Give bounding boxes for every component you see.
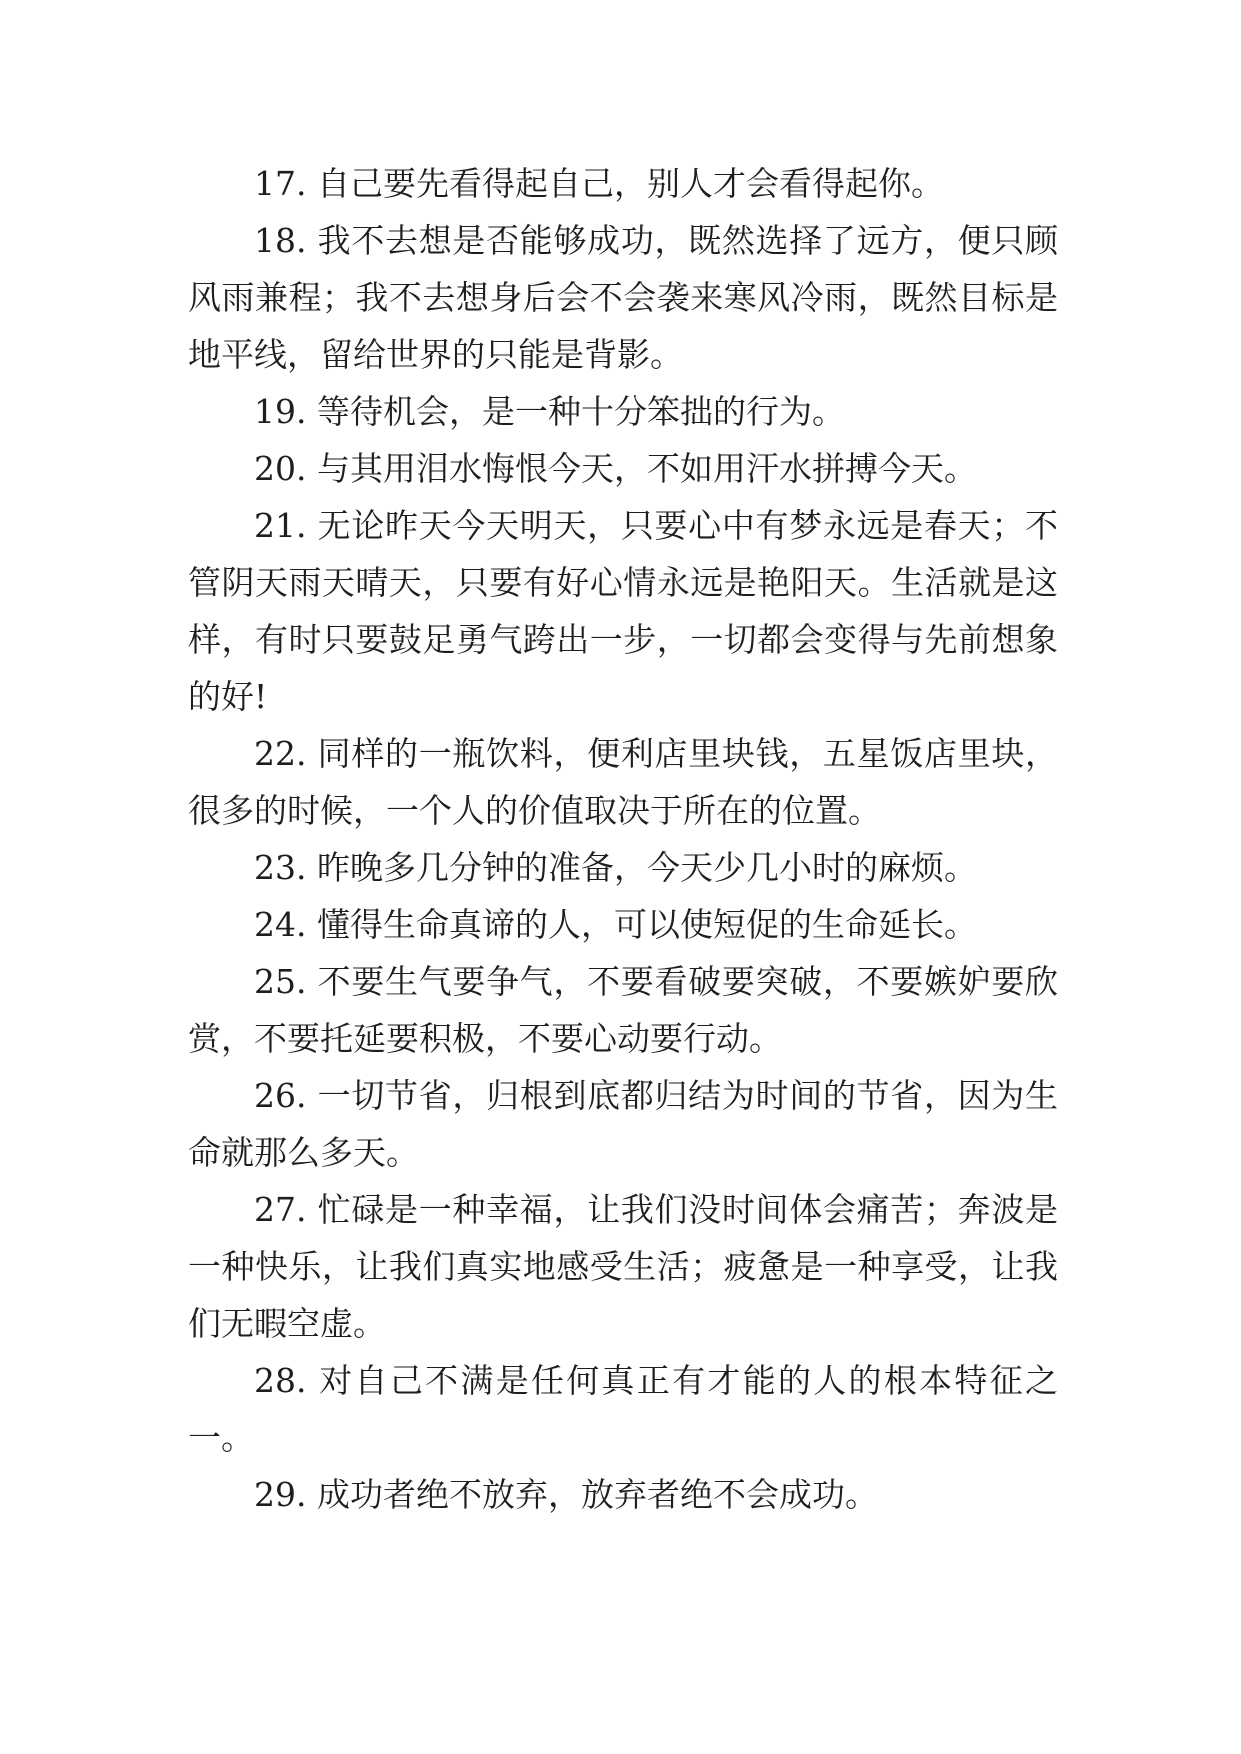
list-item-21 xyxy=(188,497,1058,725)
item-text: 等待机会，是一种十分笨拙的行为。 xyxy=(316,392,845,431)
item-text: 懂得生命真谛的人，可以使短促的生命延长。 xyxy=(316,905,977,944)
item-number: 18. xyxy=(254,221,307,260)
item-text: 一切节省，归根到底都归结为时间的节省，因为生命就那么多天。 xyxy=(188,1076,1059,1172)
item-number: 24. xyxy=(254,905,307,944)
item-number: 19. xyxy=(254,392,307,431)
list-item-22 xyxy=(188,725,1058,839)
item-text: 昨晚多几分钟的准备，今天少几小时的麻烦。 xyxy=(316,848,977,887)
list-item-20 xyxy=(188,440,1058,497)
item-text: 同样的一瓶饮料，便利店里块钱，五星饭店里块，很多的时候，一个人的价值取决于所在的位置。 xyxy=(188,734,1059,830)
item-text: 不要生气要争气，不要看破要突破，不要嫉妒要欣赏，不要托延要积极，不要心动要行动。 xyxy=(188,962,1059,1058)
list-item-19 xyxy=(188,383,1058,440)
list-item-29 xyxy=(188,1466,1058,1523)
item-number: 29. xyxy=(254,1475,307,1514)
item-text: 无论昨天今天明天，只要心中有梦永远是春天；不管阴天雨天晴天，只要有好心情永远是艳阳天。生活就是这样，有时只要鼓足勇气跨出一步，一切都会变得与先前想象的好! xyxy=(188,506,1059,716)
list-item-18 xyxy=(188,212,1058,383)
list-item-17 xyxy=(188,155,1058,212)
item-text: 对自己不满是任何真正有才能的人的根本特征之一。 xyxy=(188,1361,1058,1457)
item-text: 与其用泪水悔恨今天，不如用汗水拼搏今天。 xyxy=(316,449,977,488)
list-item-28 xyxy=(188,1352,1058,1466)
document-body xyxy=(188,155,1058,1523)
item-number: 27. xyxy=(254,1190,307,1229)
item-number: 28. xyxy=(254,1361,307,1400)
list-item-23 xyxy=(188,839,1058,896)
item-number: 21. xyxy=(254,506,307,545)
list-item-24 xyxy=(188,896,1058,953)
item-number: 17. xyxy=(254,164,307,203)
list-item-25 xyxy=(188,953,1058,1067)
item-number: 26. xyxy=(254,1076,307,1115)
item-text: 忙碌是一种幸福，让我们没时间体会痛苦；奔波是一种快乐，让我们真实地感受生活；疲惫是一种享受，让我们无暇空虚。 xyxy=(188,1190,1059,1343)
item-number: 20. xyxy=(254,449,307,488)
item-text: 自己要先看得起自己，别人才会看得起你。 xyxy=(316,164,944,203)
list-item-26 xyxy=(188,1067,1058,1181)
item-number: 22. xyxy=(254,734,307,773)
item-number: 25. xyxy=(254,962,307,1001)
item-text: 成功者绝不放弃，放弃者绝不会成功。 xyxy=(316,1475,878,1514)
item-text: 我不去想是否能够成功，既然选择了远方，便只顾风雨兼程；我不去想身后会不会袭来寒风冷雨，既然目标是地平线，留给世界的只能是背影。 xyxy=(188,221,1059,374)
list-item-27 xyxy=(188,1181,1058,1352)
item-number: 23. xyxy=(254,848,307,887)
